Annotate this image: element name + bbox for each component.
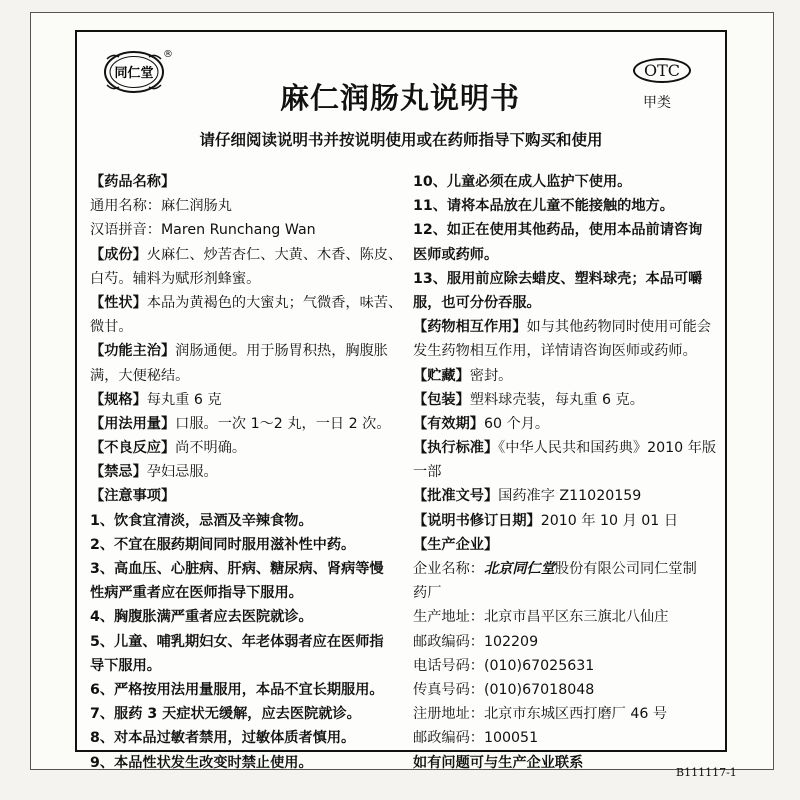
line-text: 2010 年 10 月 01 日 — [540, 512, 679, 529]
bold-label: 【贮藏】 — [413, 367, 470, 384]
bold-label: 2、不宜在服药期间同时服用滋补性中药。 — [90, 536, 356, 553]
text-line — [90, 243, 402, 267]
text-line — [90, 194, 402, 218]
line-text: 尚不明确。 — [175, 440, 247, 457]
line-text: 塑料球壳装，每丸重 6 克。 — [469, 391, 644, 408]
bold-label: 10、儿童必须在成人监护下使用。 — [413, 174, 632, 190]
text-line — [413, 388, 718, 412]
text-line — [413, 484, 718, 508]
bold-label: 【禁忌】 — [90, 464, 147, 481]
text-line — [90, 339, 402, 363]
bold-label: 【功能主治】 — [90, 343, 176, 360]
bold-label: 4、胸腹胀满严重者应去医院就诊。 — [90, 609, 313, 626]
bold-label: 8、对本品过敏者禁用，过敏体质者慎用。 — [90, 730, 356, 747]
text-line — [413, 267, 718, 291]
bold-label: 导下服用。 — [90, 657, 161, 674]
line-text: 孕妇忌服。 — [146, 464, 218, 481]
line-text: 通用名称：麻仁润肠丸 — [90, 198, 232, 215]
bold-label: 【规格】 — [90, 391, 147, 408]
line-text: 国药准字 Z11020159 — [498, 488, 642, 505]
line-text: 白芍。辅料为赋形剂蜂蜜。 — [90, 270, 261, 287]
text-line — [90, 436, 402, 460]
text-line — [90, 509, 402, 533]
text-line — [413, 581, 718, 605]
line-text: 本品为黄褐色的大蜜丸；气微香，味苦、 — [146, 294, 403, 311]
bold-label: 11、请将本品放在儿童不能接触的地方。 — [413, 198, 674, 215]
text-line — [413, 460, 718, 484]
text-line — [90, 267, 402, 291]
text-line — [413, 557, 718, 581]
document-code: B111117-1 — [676, 766, 737, 779]
tongrentang-logo-icon — [103, 49, 165, 95]
text-line — [90, 364, 402, 388]
right-column — [413, 170, 718, 775]
bold-label: 6、严格按用法用量服用，本品不宜长期服用。 — [90, 681, 384, 698]
bold-label: 1、饮食宜清淡，忌酒及辛辣食物。 — [90, 512, 313, 529]
text-line — [413, 412, 718, 436]
text-line — [90, 605, 402, 629]
text-line — [90, 460, 402, 484]
text-line — [413, 654, 718, 678]
left-column — [90, 170, 402, 775]
line-text: 密封。 — [469, 367, 513, 384]
text-line — [90, 315, 402, 339]
bold-label: 【说明书修订日期】 — [413, 512, 541, 529]
line-text: 注册地址：北京市东城区西打磨厂 46 号 — [413, 706, 668, 723]
text-line — [90, 412, 402, 436]
text-line — [90, 678, 402, 702]
line-text: 汉语拼音：Maren Runchang Wan — [90, 222, 316, 239]
text-line — [413, 751, 718, 775]
text-line — [413, 605, 718, 629]
bold-label: 【生产企业】 — [413, 536, 499, 553]
line-text: 如与其他药物同时使用可能会 — [526, 319, 711, 336]
text-line — [413, 194, 718, 218]
text-line — [413, 364, 718, 388]
text-line — [413, 170, 718, 194]
bold-label: 【包装】 — [413, 391, 470, 408]
line-text: 《中华人民共和国药典》2010 年版 — [498, 440, 717, 457]
bold-label: 医师或药师。 — [413, 246, 499, 263]
bold-label: 【批准文号】 — [413, 488, 499, 505]
text-line — [90, 170, 402, 194]
line-text: 邮政编码：100051 — [413, 730, 539, 747]
bold-label: 【用法用量】 — [90, 415, 176, 432]
text-line — [90, 654, 402, 678]
text-line — [90, 533, 402, 557]
line-text: 传真号码：(010)67018048 — [413, 681, 595, 698]
brand-name: 北京同仁堂 — [483, 561, 555, 577]
text-line — [90, 218, 402, 242]
usage-notice: 请仔细阅读说明书并按说明使用或在药师指导下购买和使用 — [199, 131, 603, 149]
bold-label: 【药品名称】 — [90, 174, 176, 190]
bold-label: 服，也可分份吞服。 — [413, 294, 541, 311]
text-line — [90, 291, 402, 315]
line-text: 企业名称： — [413, 561, 484, 577]
bold-label: 【药物相互作用】 — [413, 319, 527, 336]
line-text: 微甘。 — [90, 319, 133, 336]
text-line — [413, 243, 718, 267]
bold-label: 【成份】 — [90, 246, 147, 263]
bold-label: 7、服药 3 天症状无缓解，应去医院就诊。 — [90, 706, 361, 723]
text-line — [413, 315, 718, 339]
line-text: 每丸重 6 克 — [146, 391, 222, 408]
text-line — [413, 630, 718, 654]
bold-label: 9、本品性状发生改变时禁止使用。 — [90, 754, 313, 771]
logo-mark-text: 同仁堂 — [114, 66, 154, 81]
text-line — [413, 339, 718, 363]
bold-label: 5、儿童、哺乳期妇女、年老体弱者应在医师指 — [90, 633, 384, 650]
text-line — [413, 678, 718, 702]
text-line — [90, 484, 402, 508]
line-text: 60 个月。 — [483, 415, 550, 432]
line-text: 口服。一次 1～2 丸，一日 2 次。 — [175, 415, 391, 432]
registered-mark: ® — [163, 49, 173, 60]
line-text: 发生药物相互作用，详情请咨询医师或药师。 — [413, 343, 697, 360]
text-line — [90, 751, 402, 775]
bold-label: 【不良反应】 — [90, 440, 176, 457]
line-text: 满，大便秘结。 — [90, 367, 190, 384]
text-line — [413, 726, 718, 750]
line-text: 电话号码：(010)67025631 — [413, 657, 595, 674]
bold-label: 13、服用前应除去蜡皮、塑料球壳；本品可嚼 — [413, 270, 703, 287]
text-line — [413, 533, 718, 557]
text-line — [90, 726, 402, 750]
bold-label: 【有效期】 — [413, 415, 484, 432]
text-line — [90, 557, 402, 581]
otc-badge: OTC — [633, 58, 691, 83]
line-text: 股份有限公司同仁堂制 — [554, 561, 697, 577]
line-text: 生产地址：北京市昌平区东三旗北八仙庄 — [413, 609, 669, 626]
line-text: 一部 — [413, 464, 442, 481]
bold-label: 如有问题可与生产企业联系 — [413, 754, 584, 771]
line-text: 邮政编码：102209 — [413, 633, 539, 650]
text-line — [90, 702, 402, 726]
bold-label: 【性状】 — [90, 294, 147, 311]
line-text: 火麻仁、炒苦杏仁、大黄、木香、陈皮、 — [146, 246, 403, 263]
bold-label: 12、如正在使用其他药品，使用本品前请咨询 — [413, 222, 703, 239]
text-line — [90, 388, 402, 412]
text-line — [413, 436, 718, 460]
text-line — [413, 291, 718, 315]
page-title: 麻仁润肠丸说明书 — [279, 81, 520, 115]
text-line — [90, 630, 402, 654]
text-line — [413, 509, 718, 533]
bold-label: 性病严重者应在医师指导下服用。 — [90, 585, 303, 602]
text-line — [413, 702, 718, 726]
line-text: 润肠通便。用于肠胃积热，胸腹胀 — [175, 343, 388, 360]
bold-label: 【注意事项】 — [90, 488, 176, 505]
bold-label: 【执行标准】 — [413, 440, 499, 457]
line-text: 药厂 — [413, 585, 442, 602]
otc-class-label: 甲类 — [643, 95, 671, 111]
bold-label: 3、高血压、心脏病、肝病、糖尿病、肾病等慢 — [90, 561, 384, 577]
text-line — [90, 581, 402, 605]
text-line — [413, 218, 718, 242]
